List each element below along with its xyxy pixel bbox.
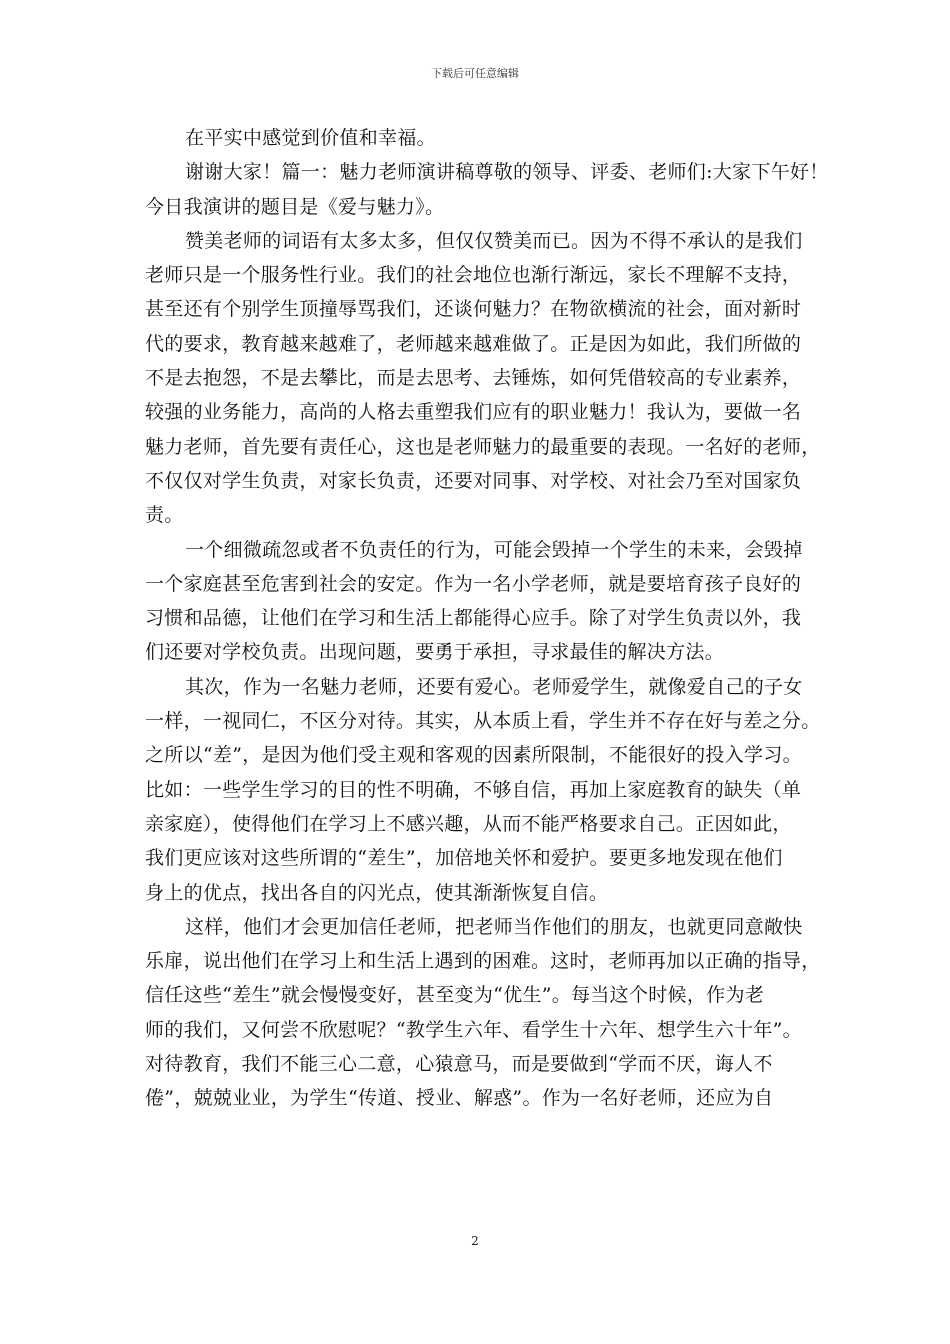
text-line: 代的要求，教育越来越难了，老师越来越难做了。正是因为如此，我们所做的 (145, 332, 802, 355)
text-line: 责。 (145, 504, 184, 527)
text-line: 亲家庭），使得他们在学习上不感兴趣，从而不能严格要求自己。正因如此， (145, 812, 792, 835)
text-line: 对待教育，我们不能三心二意，心猿意马，而是要做到“学而不厌，诲人不 (145, 1053, 773, 1076)
text-line: 信任这些“差生”就会慢慢变好，甚至变为“优生”。每当这个时候，作为老 (145, 984, 765, 1007)
page-number: 2 (471, 1234, 479, 1248)
text-line: 师的我们，又何尝不欣慰呢？“教学生六年、看学生十六年、想学生六十年”。 (145, 1018, 802, 1041)
text-line: 在平实中感觉到价值和幸福。 (185, 127, 436, 149)
text-line: 今日我演讲的题目是《爱与魅力》。 (145, 195, 445, 218)
text-line: 不是去抱怨，不是去攀比，而是去思考、去锤炼，如何凭借较高的专业素养， (145, 367, 802, 390)
text-line: 谢谢大家！篇一：魅力老师演讲稿尊敬的领导、评委、老师们:大家下午好！ (185, 161, 829, 184)
text-line: 一个细微疏忽或者不负责任的行为，可能会毁掉一个学生的未来，会毁掉 (185, 538, 803, 561)
text-line: 之所以“差”，是因为他们受主观和客观的因素所限制，不能很好的投入学习。 (145, 744, 802, 767)
text-line: 比如：一些学生学习的目的性不明确，不够自信，再加上家庭教育的缺失（单 (145, 778, 802, 801)
text-line: 赞美老师的词语有太多太多，但仅仅赞美而已。因为不得不承认的是我们 (185, 229, 803, 252)
text-line: 老师只是一个服务性行业。我们的社会地位也渐行渐远，家长不理解不支持， (145, 264, 802, 287)
text-line: 们还要对学校负责。出现问题，要勇于承担，寻求最佳的解决方法。 (145, 641, 725, 664)
page-header: 下载后可任意编辑 (431, 67, 519, 80)
text-line: 身上的优点，找出各自的闪光点，使其渐渐恢复自信。 (145, 881, 609, 904)
text-line: 其次，作为一名魅力老师，还要有爱心。老师爱学生，就像爱自己的子女 (185, 675, 803, 698)
text-line: 我们更应该对这些所谓的“差生”，加倍地关怀和爱护。要更多地发现在他们 (145, 847, 783, 870)
text-line: 魅力老师，首先要有责任心，这也是老师魅力的最重要的表现。一名好的老师， (145, 435, 821, 458)
text-line: 较强的业务能力，高尚的人格去重塑我们应有的职业魅力！我认为，要做一名 (145, 401, 802, 424)
document-body (145, 121, 829, 1116)
text-line: 这样，他们才会更加信任老师，把老师当作他们的朋友，也就更同意敞快 (185, 915, 803, 938)
text-line: 不仅仅对学生负责，对家长负责，还要对同事、对学校、对社会乃至对国家负 (145, 469, 802, 492)
text-line: 习惯和品德，让他们在学习和生活上都能得心应手。除了对学生负责以外，我 (145, 607, 802, 630)
text-line: 一个家庭甚至危害到社会的安定。作为一名小学老师，就是要培育孩子良好的 (145, 572, 802, 595)
text-line: 甚至还有个别学生顶撞辱骂我们，还谈何魅力？在物欲横流的社会，面对新时 (145, 298, 802, 321)
text-line: 乐扉，说出他们在学习上和生活上遇到的困难。这时，老师再加以正确的指导， (145, 950, 821, 973)
text-line: 一样，一视同仁，不区分对待。其实，从本质上看，学生并不存在好与差之分。 (145, 710, 821, 733)
text-line: 倦”，兢兢业业，为学生“传道、授业、解惑”。作为一名好老师，还应为自 (145, 1087, 774, 1110)
